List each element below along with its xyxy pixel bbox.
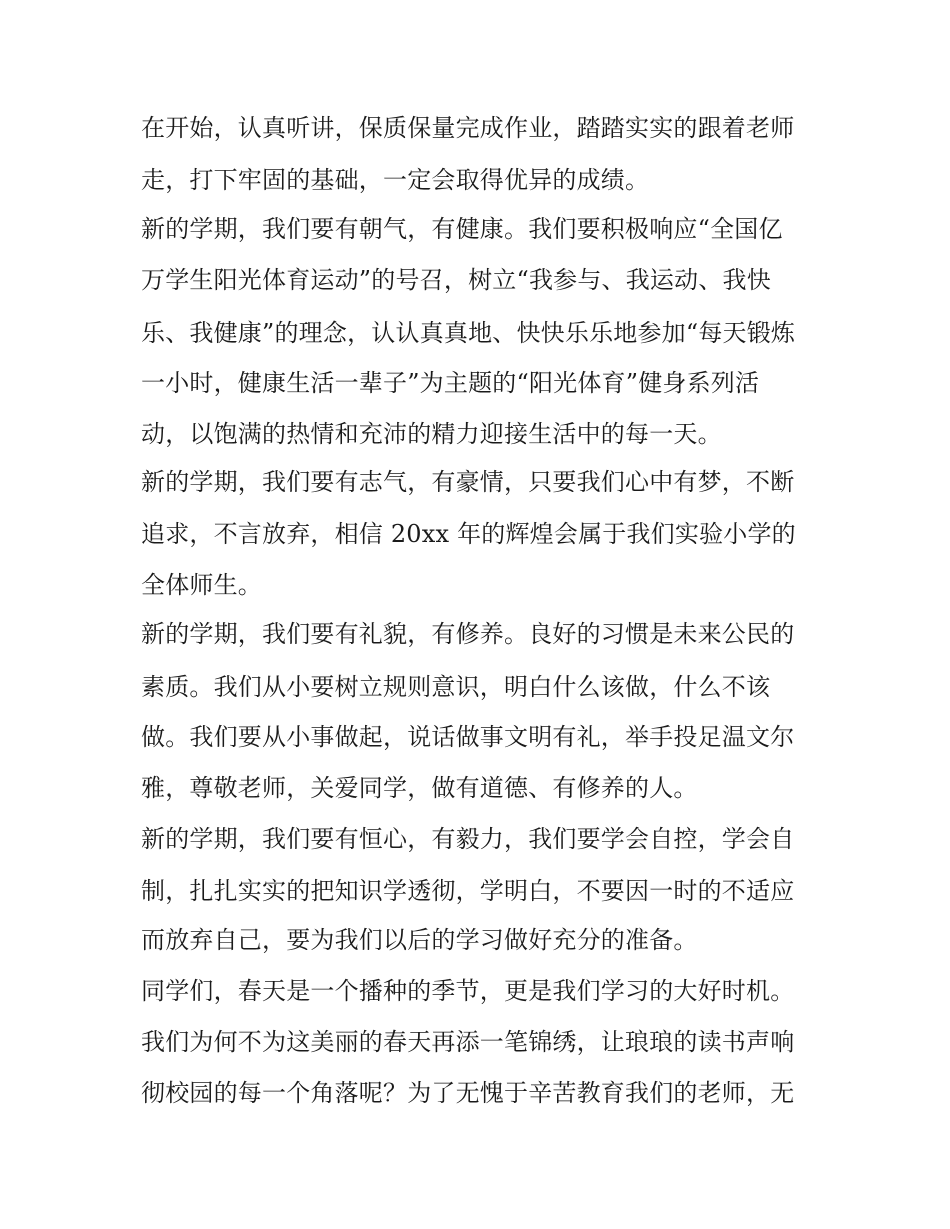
text-line: 新的学期，我们要有恒心，有毅力，我们要学会自控，学会自 <box>141 825 795 853</box>
text-line: 追求，不言放弃，相信 20xx 年的辉煌会属于我们实验小学的 <box>141 520 796 548</box>
text-line: 而放弃自己，要为我们以后的学习做好充分的准备。 <box>141 926 698 954</box>
text-line: 乐、我健康”的理念，认认真真地、快快乐乐地参加“每天锻炼 <box>141 319 796 347</box>
text-line: 做。我们要从小事做起，说话做事文明有礼，举手投足温文尔 <box>141 723 795 751</box>
text-line: 制，扎扎实实的把知识学透彻，学明白，不要因一时的不适应 <box>141 877 795 905</box>
text-line: 动，以饱满的热情和充沛的精力迎接生活中的每一天。 <box>141 420 722 448</box>
text-line: 新的学期，我们要有礼貌，有修养。良好的习惯是未来公民的 <box>141 620 795 648</box>
text-line: 同学们，春天是一个播种的季节，更是我们学习的大好时机。 <box>141 977 795 1005</box>
text-line: 一小时，健康生活一辈子”为主题的“阳光体育”健身系列活 <box>141 369 760 397</box>
text-line: 新的学期，我们要有朝气，有健康。我们要积极响应“全国亿 <box>141 215 783 243</box>
text-line: 我们为何不为这美丽的春天再添一笔锦绣，让琅琅的读书声响 <box>141 1028 795 1056</box>
text-line: 彻校园的每一个角落呢？为了无愧于辛苦教育我们的老师，无 <box>141 1079 795 1107</box>
text-line: 素质。我们从小要树立规则意识，明白什么该做，什么不该 <box>141 673 771 701</box>
text-line: 走，打下牢固的基础，一定会取得优异的成绩。 <box>141 166 650 194</box>
text-line: 雅，尊敬老师，关爱同学，做有道德、有修养的人。 <box>141 774 698 802</box>
text-line: 新的学期，我们要有志气，有豪情，只要我们心中有梦，不断 <box>141 468 795 496</box>
text-line: 万学生阳光体育运动”的号召，树立“我参与、我运动、我快 <box>141 266 771 294</box>
text-line: 全体师生。 <box>141 571 262 599</box>
text-line: 在开始，认真听讲，保质保量完成作业，踏踏实实的跟着老师 <box>141 114 795 142</box>
